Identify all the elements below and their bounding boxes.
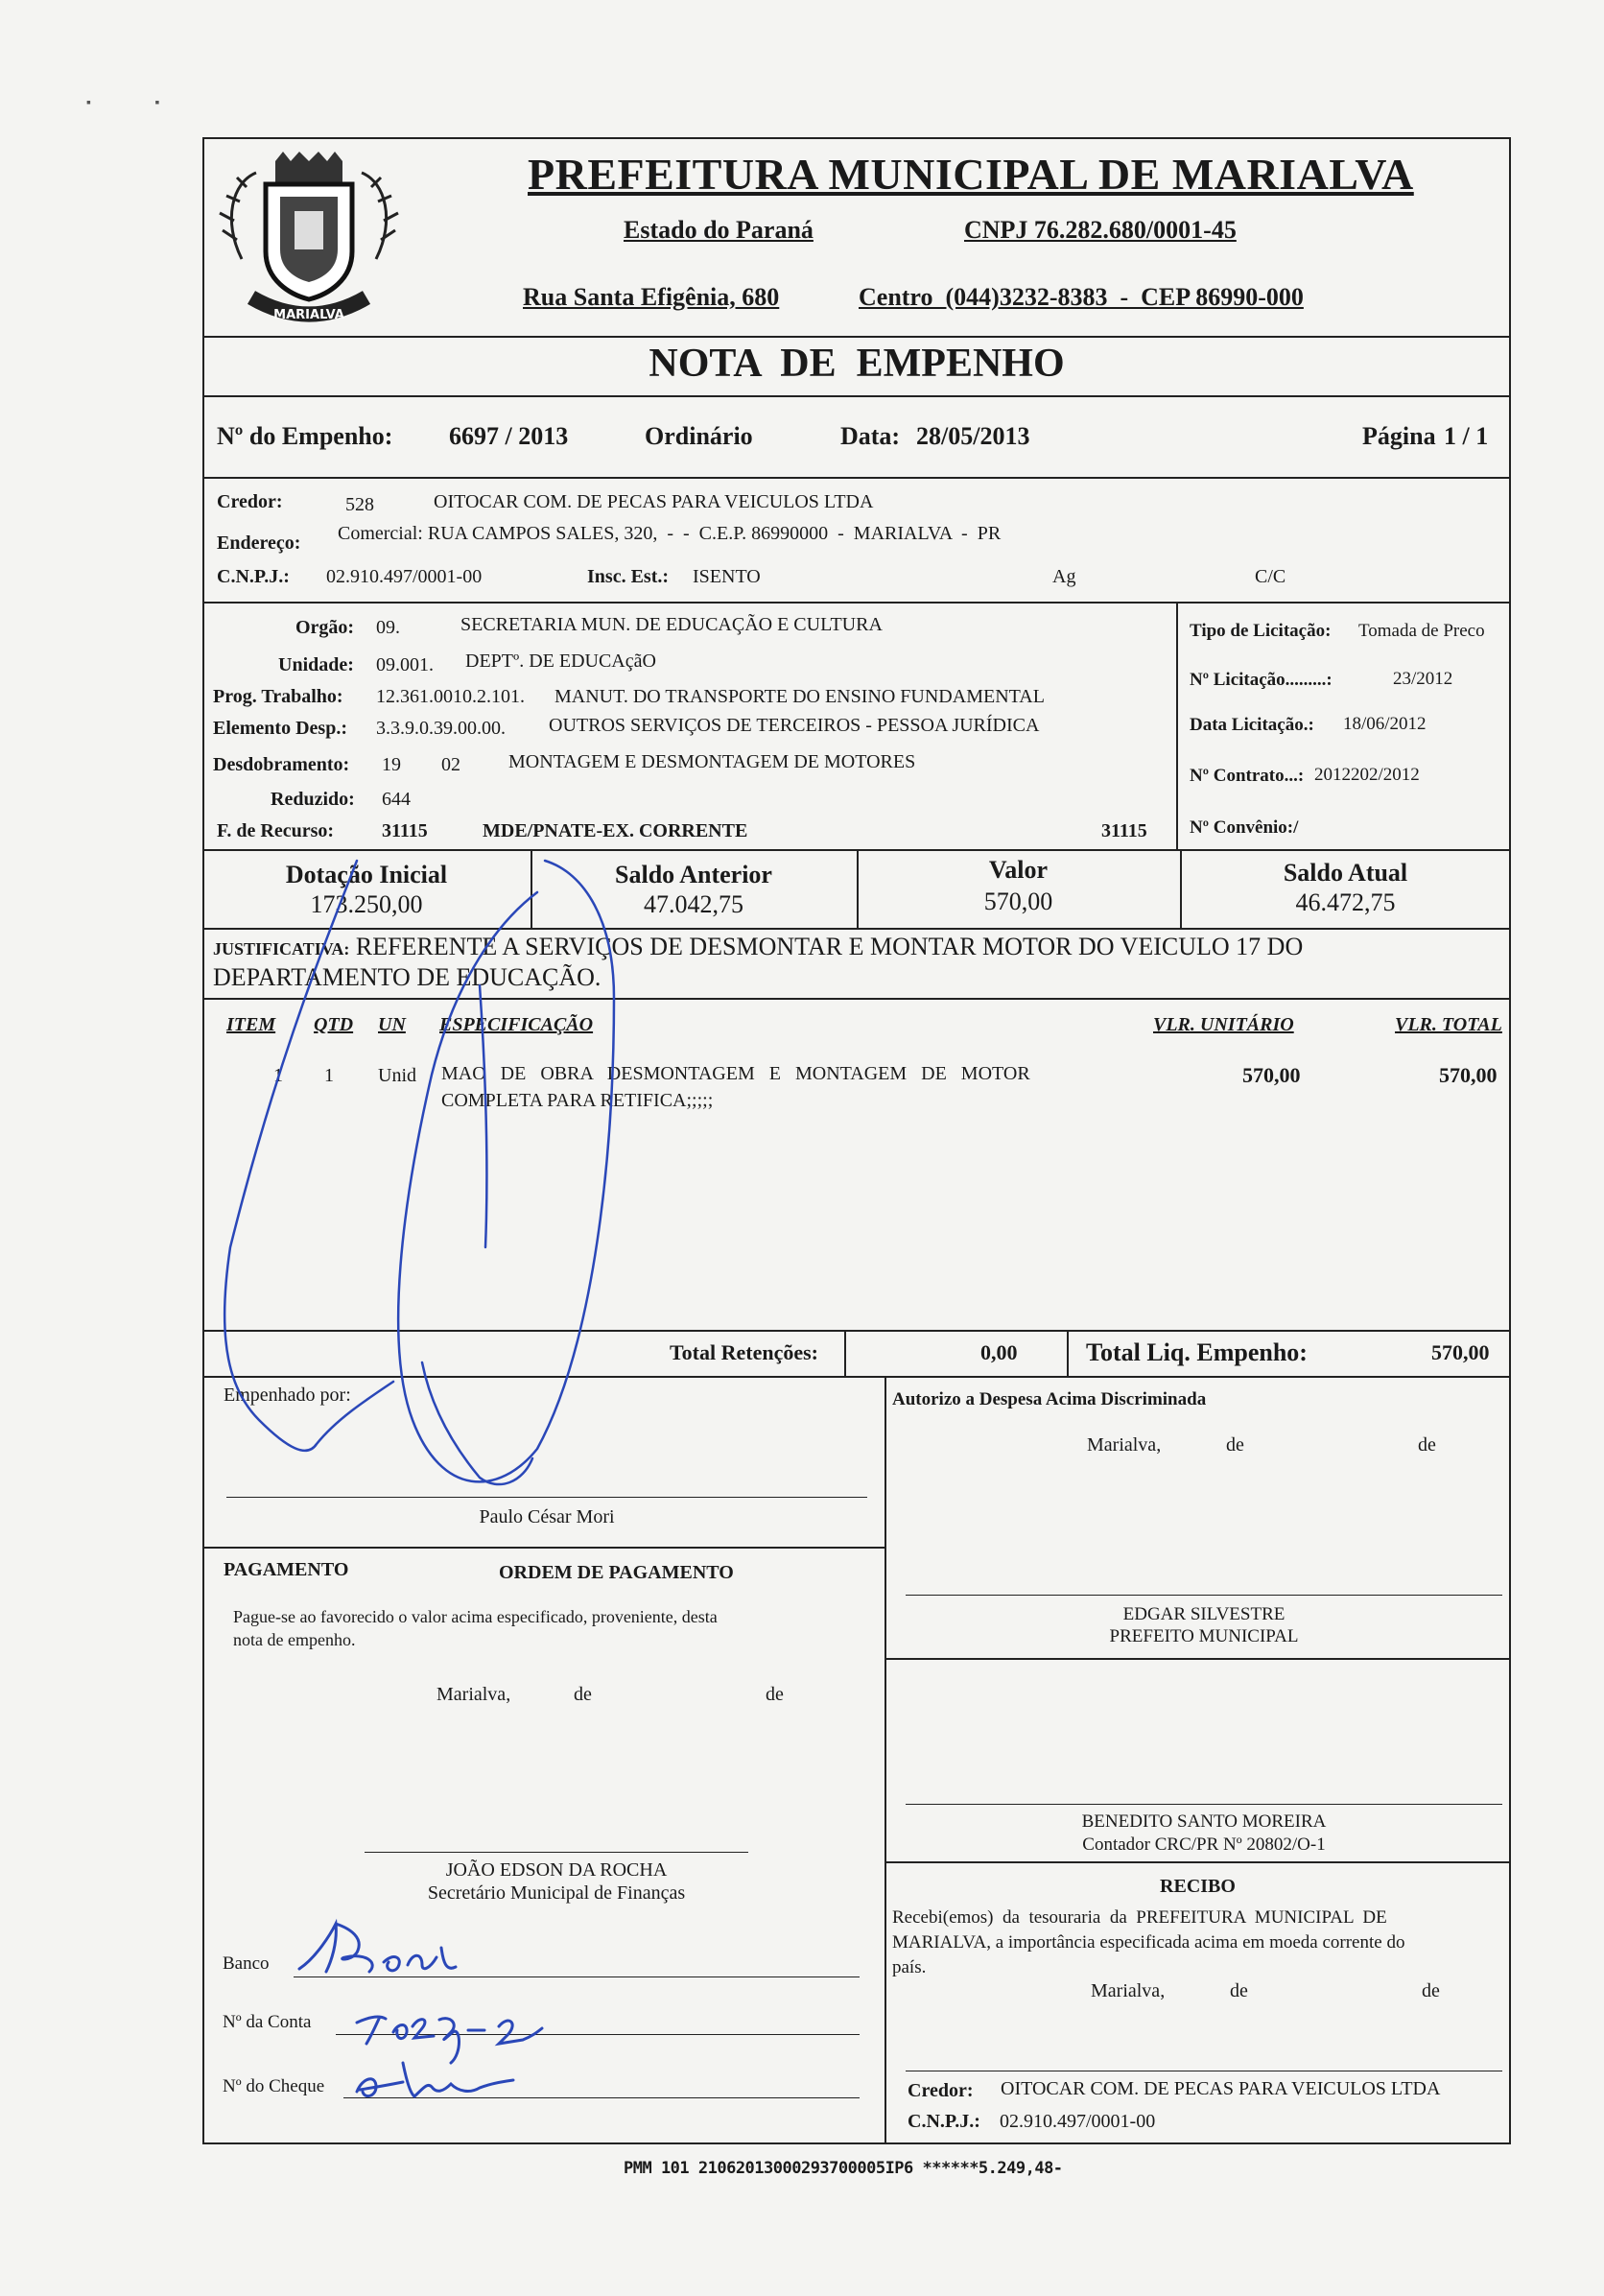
svg-text:MARIALVA: MARIALVA bbox=[273, 308, 344, 322]
prog-code: 12.361.0010.2.101. bbox=[376, 686, 525, 707]
credor-name: OITOCAR COM. DE PECAS PARA VEICULOS LTDA bbox=[434, 491, 874, 512]
autorizo-de-1: de bbox=[1226, 1434, 1244, 1456]
credor-cnpj: 02.910.497/0001-00 bbox=[326, 566, 483, 587]
credor-label: Credor: bbox=[217, 491, 283, 512]
retencoes-label: Total Retenções: bbox=[670, 1340, 818, 1364]
page-label: Página bbox=[1362, 422, 1436, 450]
signature-stroke bbox=[224, 861, 393, 1451]
row-item: 1 bbox=[273, 1065, 283, 1086]
valor-label: Valor bbox=[988, 856, 1049, 884]
orgao-name: SECRETARIA MUN. DE EDUCAÇÃO E CULTURA bbox=[460, 614, 883, 635]
col-total-header: VLR. TOTAL bbox=[1395, 1014, 1502, 1035]
tipo-licitacao-label: Tipo de Licitação: bbox=[1190, 621, 1332, 641]
recibo-cnpj-value: 02.910.497/0001-00 bbox=[1000, 2111, 1156, 2132]
unidade-code: 09.001. bbox=[376, 654, 434, 675]
signature-stroke bbox=[398, 861, 614, 1481]
recibo-label: RECIBO bbox=[1160, 1876, 1236, 1897]
row-spec-line-1: MAO DE OBRA DESMONTAGEM E MONTAGEM DE MOTOR bbox=[441, 1063, 1030, 1084]
cc-label: C/C bbox=[1255, 566, 1286, 587]
total-liquido-label: Total Liq. Empenho: bbox=[1086, 1338, 1308, 1366]
contrato-label: Nº Contrato...: bbox=[1190, 766, 1305, 786]
data-licitacao-value: 18/06/2012 bbox=[1343, 714, 1427, 734]
unidade-name: DEPTº. DE EDUCAçãO bbox=[465, 651, 656, 672]
pagamento-de-2: de bbox=[766, 1684, 784, 1705]
col-qtd-header: QTD bbox=[314, 1014, 354, 1035]
row-un: Unid bbox=[378, 1065, 416, 1086]
page-number: 1 / 1 bbox=[1444, 422, 1489, 450]
cnpj-label: C.N.P.J.: bbox=[217, 566, 290, 587]
autorizo-de-2: de bbox=[1418, 1434, 1436, 1456]
secretario-role: Secretário Municipal de Finanças bbox=[427, 1882, 686, 1904]
insc-label: Insc. Est.: bbox=[587, 566, 670, 587]
municipality-title: PREFEITURA MUNICIPAL DE MARIALVA bbox=[528, 150, 1414, 199]
prog-label: Prog. Trabalho: bbox=[213, 686, 343, 707]
justificativa-line-1: REFERENTE A SERVIÇOS DE DESMONTAR E MONTAR MOTOR DO VEICULO 17 DO bbox=[355, 933, 1304, 960]
empenhado-name: Paulo César Mori bbox=[479, 1506, 615, 1527]
conta-handwriting bbox=[357, 2017, 542, 2063]
data-licitacao-label: Data Licitação.: bbox=[1190, 715, 1314, 735]
unidade-label: Unidade: bbox=[278, 654, 354, 675]
elemento-label: Elemento Desp.: bbox=[213, 718, 347, 739]
orgao-code: 09. bbox=[376, 617, 400, 638]
valor-value: 570,00 bbox=[983, 888, 1053, 915]
cheque-label: Nº do Cheque bbox=[223, 2076, 325, 2096]
recibo-text-3: país. bbox=[892, 1957, 927, 1977]
empenho-type: Ordinário bbox=[645, 422, 753, 450]
recurso-name: MDE/PNATE-EX. CORRENTE bbox=[483, 820, 748, 841]
signature-stroke bbox=[480, 985, 486, 1247]
contador-name: BENEDITO SANTO MOREIRA bbox=[1081, 1811, 1327, 1832]
col-un-header: UN bbox=[378, 1014, 406, 1035]
saldo-atual-value: 46.472,75 bbox=[1295, 888, 1396, 916]
elemento-name: OUTROS SERVIÇOS DE TERCEIROS - PESSOA JURÍDICA bbox=[549, 715, 1040, 736]
total-liquido-value: 570,00 bbox=[1431, 1340, 1490, 1364]
address-contact: Centro (044)3232-8383 - CEP 86990-000 bbox=[859, 283, 1304, 311]
justificativa-label: JUSTIFICATIVA: bbox=[213, 939, 350, 959]
cnpj-header: CNPJ 76.282.680/0001-45 bbox=[964, 216, 1237, 244]
recibo-de-1: de bbox=[1230, 1980, 1248, 2001]
contrato-value: 2012202/2012 bbox=[1314, 765, 1420, 785]
document-title: NOTA DE EMPENHO bbox=[649, 342, 1065, 386]
recibo-place: Marialva, bbox=[1091, 1980, 1166, 2001]
col-unit-header: VLR. UNITÁRIO bbox=[1153, 1014, 1294, 1035]
state-name: Estado do Paraná bbox=[624, 216, 814, 244]
pagamento-text-1: Pague-se ao favorecido o valor acima especificado, proveniente, desta bbox=[233, 1607, 718, 1626]
prog-name: MANUT. DO TRANSPORTE DO ENSINO FUNDAMENTAL bbox=[554, 686, 1045, 707]
cheque-handwriting bbox=[357, 2063, 513, 2096]
empenho-date: 28/05/2013 bbox=[916, 422, 1030, 450]
saldo-atual-label: Saldo Atual bbox=[1283, 859, 1408, 887]
autorizo-place: Marialva, bbox=[1087, 1434, 1162, 1456]
saldo-anterior-value: 47.042,75 bbox=[644, 890, 743, 918]
credor-address: Comercial: RUA CAMPOS SALES, 320, - - C.E.P. 86990000 - MARIALVA - PR bbox=[338, 523, 1002, 544]
recurso-code-right: 31115 bbox=[1101, 820, 1147, 841]
dotacao-inicial-value: 173.250,00 bbox=[310, 890, 423, 918]
pagamento-text-2: nota de empenho. bbox=[233, 1630, 356, 1649]
contador-role: Contador CRC/PR Nº 20802/O-1 bbox=[1082, 1834, 1326, 1855]
col-spec-header: ESPECIFICAÇÃO bbox=[439, 1014, 594, 1035]
reduzido-label: Reduzido: bbox=[271, 789, 355, 810]
row-spec-line-2: COMPLETA PARA RETIFICA;;;;; bbox=[441, 1090, 714, 1111]
signature-stroke bbox=[422, 1362, 532, 1484]
recibo-credor-label: Credor: bbox=[908, 2080, 974, 2101]
ordem-pagamento-label: ORDEM DE PAGAMENTO bbox=[499, 1562, 734, 1583]
insc-value: ISENTO bbox=[693, 566, 761, 587]
autorizo-label: Autorizo a Despesa Acima Discriminada bbox=[892, 1389, 1207, 1409]
address-header: Rua Santa Efigênia, 680 bbox=[523, 283, 780, 311]
secretario-name: JOÃO EDSON DA ROCHA bbox=[445, 1859, 668, 1881]
dotacao-inicial-label: Dotação Inicial bbox=[285, 861, 448, 888]
prefeito-role: PREFEITO MUNICIPAL bbox=[1109, 1626, 1299, 1646]
elemento-code: 3.3.9.0.39.00.00. bbox=[376, 718, 506, 739]
ag-label: Ag bbox=[1052, 566, 1076, 587]
date-label: Data: bbox=[840, 422, 901, 450]
desdobramento-code-2: 02 bbox=[441, 754, 460, 775]
prefeito-name: EDGAR SILVESTRE bbox=[1122, 1604, 1286, 1624]
empenho-number-label: Nº do Empenho: bbox=[217, 422, 393, 450]
recibo-text-1: Recebi(emos) da tesouraria da PREFEITURA MUNICIPAL DE bbox=[892, 1907, 1387, 1928]
row-unit-value: 570,00 bbox=[1242, 1063, 1301, 1087]
recibo-credor-name: OITOCAR COM. DE PECAS PARA VEICULOS LTDA bbox=[1001, 2078, 1441, 2099]
numero-licitacao-value: 23/2012 bbox=[1393, 669, 1453, 689]
credor-code: 528 bbox=[345, 494, 374, 515]
col-item-header: ITEM bbox=[226, 1014, 276, 1035]
empenho-number: 6697 / 2013 bbox=[449, 422, 569, 450]
reduzido-value: 644 bbox=[382, 789, 411, 810]
recibo-de-2: de bbox=[1422, 1980, 1440, 2001]
row-total-value: 570,00 bbox=[1439, 1063, 1498, 1087]
banco-handwriting bbox=[299, 1924, 456, 1972]
desdobramento-label: Desdobramento: bbox=[213, 754, 350, 775]
empenhado-label: Empenhado por: bbox=[224, 1385, 351, 1406]
numero-licitacao-label: Nº Licitação.........: bbox=[1190, 670, 1333, 690]
orgao-label: Orgão: bbox=[295, 617, 355, 638]
desdobramento-code-1: 19 bbox=[382, 754, 401, 775]
convenio-label: Nº Convênio:/ bbox=[1190, 817, 1299, 838]
pagamento-label: PAGAMENTO bbox=[224, 1559, 349, 1580]
print-stamp: PMM 101 21062013000293700005IP6 ******5.249,48- bbox=[624, 2159, 1063, 2178]
address-label: Endereço: bbox=[217, 533, 301, 554]
justificativa-line-2: DEPARTAMENTO DE EDUCAÇÃO. bbox=[213, 963, 602, 991]
pagamento-place: Marialva, bbox=[436, 1684, 511, 1705]
pagamento-de-1: de bbox=[574, 1684, 592, 1705]
conta-label: Nº da Conta bbox=[223, 2012, 312, 2032]
recibo-text-2: MARIALVA, a importância especificada acima em moeda corrente do bbox=[892, 1932, 1405, 1953]
tipo-licitacao-value: Tomada de Preco bbox=[1358, 621, 1485, 641]
recurso-code: 31115 bbox=[382, 820, 428, 841]
desdobramento-name: MONTAGEM E DESMONTAGEM DE MOTORES bbox=[508, 751, 916, 772]
retencoes-value: 0,00 bbox=[980, 1340, 1018, 1364]
recurso-label: F. de Recurso: bbox=[217, 820, 335, 841]
recibo-cnpj-label: C.N.P.J.: bbox=[908, 2111, 980, 2132]
scan-marks: ▪ ▪ bbox=[86, 96, 160, 110]
row-qtd: 1 bbox=[324, 1065, 334, 1086]
saldo-anterior-label: Saldo Anterior bbox=[615, 861, 772, 888]
banco-label: Banco bbox=[223, 1953, 270, 1974]
